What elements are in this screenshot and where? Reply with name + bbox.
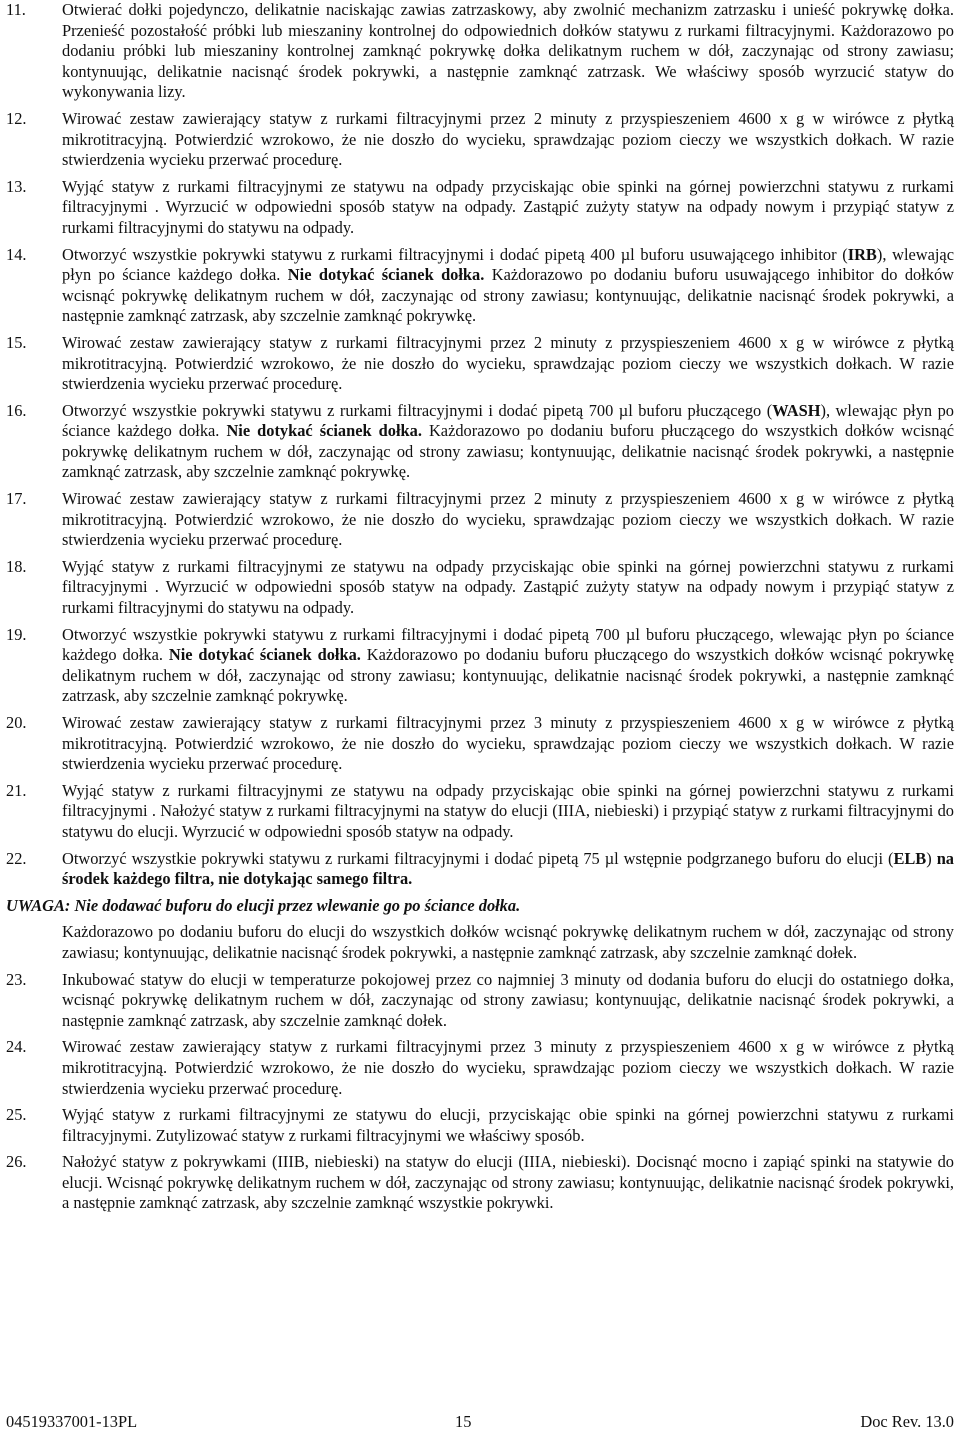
step-number: 16. — [6, 400, 27, 420]
procedure-step — [6, 1152, 954, 1214]
step-text-emphasis: WASH — [772, 400, 821, 420]
step-text-segment: Wyjąć statyw z rurkami filtracyjnymi ze statywu na odpady przyciskając obie spinki na górnej powierzchni statywu z rurkami filtracyjnymi . Wyrzucić w odpowiedni sposób statyw na odpady. Zastąpić zużyty statyw na odpady nowym i przypiąć statyw z rurkami filtracyjnymi do statywu na odpady. — [62, 176, 954, 237]
procedure-step — [6, 781, 954, 843]
step-text-segment: Otwierać dołki pojedynczo, delikatnie naciskając zawias zatrzaskowy, aby zwolnić mechanizm zatrzasku i unieść pokrywkę dołka. Przenieść pozostałość próbki lub mieszaniny kontrolnej do odpowiednich dołków statywu z rurkami filtracyjnymi. Każdorazowo po dodaniu próbki lub mieszaniny kontrolnej zamknąć pokrywkę dołka delikatnym ruchem w dół, zaczynając od strony zawiasu; kontynuując, delikatnie nacisnąć środek pokrywki, a następnie zamknąć zatrzask. We właściwy sposób wyrzucić statyw do wykonywania lizy. — [62, 0, 954, 102]
step-number: 14. — [6, 244, 27, 264]
procedure-step — [6, 401, 954, 483]
page-footer — [6, 1411, 954, 1433]
step-text — [62, 625, 954, 706]
procedure-steps — [6, 0, 954, 890]
procedure-step — [6, 713, 954, 775]
step-number: 12. — [6, 108, 27, 128]
step-number: 17. — [6, 489, 27, 509]
step-text-segment: Każdorazowo po dodaniu buforu płuczącego do wszystkich dołków wcisnąć pokrywkę delikatnym ruchem w dół, zaczynając od strony zawiasu; kontynuując, delikatnie nacisnąć środek pokrywki, a następnie zamknąć zatrzask, aby szczelnie zamknąć pokrywkę. — [62, 421, 955, 482]
step-text — [62, 489, 954, 549]
procedure-step — [6, 0, 954, 103]
page-number: 15 — [455, 1412, 472, 1431]
step-text-segment: ) — [926, 848, 937, 868]
step-text — [62, 109, 954, 169]
step-text — [62, 245, 954, 326]
step-text-emphasis: Nie dotykać ścianek dołka. — [226, 421, 422, 441]
step-number: 13. — [6, 176, 27, 196]
step-text-segment: Wirować zestaw zawierający statyw z rurkami filtracyjnymi przez 3 minuty z przyspieszeniem 4600 x g w wirówce z płytką mikrotitracyjną. Potwierdzić wzrokowo, że nie doszło do wycieku, sprawdzając poziom cieczy we wszystkich dołkach. W razie stwierdzenia wycieku przerwać procedurę. — [62, 1037, 954, 1098]
step-text-segment: Wyjąć statyw z rurkami filtracyjnymi ze statywu na odpady przyciskając obie spinki na górnej powierzchni statywu z rurkami filtracyjnymi . Wyrzucić w odpowiedni sposób statyw na odpady. Zastąpić zużyty statyw na odpady nowym i przypiąć statyw z rurkami filtracyjnymi do statywu na odpady. — [62, 556, 954, 618]
step-text-segment: Wyjąć statyw z rurkami filtracyjnymi ze statywu do elucji, przyciskając obie spinki na górnej powierzchni statywu z rurkami filtracyjnymi. Zutylizować statyw z rurkami filtracyjnymi we właściwy sposób. — [62, 1105, 954, 1145]
procedure-step — [6, 1105, 954, 1146]
note-warning: UWAGA: Nie dodawać buforu do elucji przez wlewanie go po ściance dołka. — [6, 895, 521, 915]
step-number: 24. — [6, 1037, 27, 1057]
step-text-segment: Wirować zestaw zawierający statyw z rurkami filtracyjnymi przez 3 minuty z przyspieszeniem 4600 x g w wirówce z płytką mikrotitracyjną. Potwierdzić wzrokowo, że nie doszło do wycieku, sprawdzając poziom cieczy we wszystkich dołkach. W razie stwierdzenia wycieku przerwać procedurę. — [62, 713, 954, 774]
step-text — [62, 1152, 954, 1212]
step-number: 19. — [6, 624, 27, 644]
step-text — [62, 557, 954, 617]
step-number: 11. — [6, 0, 26, 19]
step-text-segment: Otworzyć wszystkie pokrywki statywu z rurkami filtracyjnymi i dodać pipetą 700 µl buforu płuczącego ( — [62, 400, 773, 420]
step-text — [62, 849, 954, 889]
procedure-step — [6, 1037, 954, 1099]
step-number: 23. — [6, 969, 27, 989]
step-text-emphasis: Nie dotykać ścianek dołka. — [168, 645, 361, 665]
step-number: 22. — [6, 848, 27, 868]
step-text-segment: Otworzyć wszystkie pokrywki statywu z rurkami filtracyjnymi i dodać pipetą 400 µl buforu usuwającego inhibitor ( — [62, 244, 848, 264]
step-number: 18. — [6, 556, 27, 576]
step-text-segment: ), wlewając płyn po ściance każdego dołka. — [62, 400, 954, 441]
document-body — [6, 0, 954, 1220]
step-number: 15. — [6, 332, 27, 352]
step-number: 25. — [6, 1105, 27, 1125]
procedure-step — [6, 625, 954, 707]
step-text-emphasis: IRB — [847, 244, 877, 264]
step-text-segment: Każdorazowo po dodaniu buforu usuwającego inhibitor do dołków wcisnąć pokrywkę delikatnym ruchem w dół, zaczynając od strony zawiasu; kontynuując, delikatnie nacisnąć środek pokrywki, a następnie zamknąć zatrzask, aby szczelnie zamknąć pokrywkę. — [62, 265, 954, 326]
procedure-step — [6, 489, 954, 551]
procedure-step — [6, 333, 954, 395]
step-text-segment: Wyjąć statyw z rurkami filtracyjnymi ze statywu na odpady przyciskając obie spinki na górnej powierzchni statywu z rurkami filtracyjnymi . Nałożyć statyw z rurkami filtracyjnymi na statyw do elucji (IIIA, niebieski) i przypiąć statyw z rurkami filtracyjnymi do statywu do elucji. Wyrzucić w odpowiedni sposób statyw na odpady. — [62, 780, 954, 841]
step-number: 21. — [6, 780, 27, 800]
step-text-segment: ), wlewając płyn po ściance każdego dołka. — [62, 244, 954, 285]
step-text — [62, 713, 954, 773]
step-text-emphasis: ELB — [893, 848, 927, 868]
procedure-steps-continued — [6, 970, 954, 1215]
procedure-step — [6, 557, 954, 619]
step-text-segment: Wirować zestaw zawierający statyw z rurkami filtracyjnymi przez 2 minuty z przyspieszeniem 4600 x g w wirówce z płytką mikrotitracyjną. Potwierdzić wzrokowo, że nie doszło do wycieku, sprawdzając poziom cieczy we wszystkich dołkach. W razie stwierdzenia wycieku przerwać procedurę. — [62, 489, 954, 550]
step-text-segment: Otworzyć wszystkie pokrywki statywu z rurkami filtracyjnymi i dodać pipetą 700 µl buforu płuczącego, wlewając płyn po ściance każdego dołka. — [62, 624, 954, 665]
step-text-segment: Otworzyć wszystkie pokrywki statywu z rurkami filtracyjnymi i dodać pipetą 75 µl wstępnie podgrzanego buforu do elucji ( — [62, 848, 894, 868]
procedure-step — [6, 109, 954, 171]
step-text-segment: Każdorazowo po dodaniu buforu płuczącego do wszystkich dołków wcisnąć pokrywkę delikatnym ruchem w dół, zaczynając od strony zawiasu; kontynuując, delikatnie nacisnąć środek pokrywki, a następnie zamknąć zatrzask, aby szczelnie zamknąć pokrywkę. — [62, 645, 954, 706]
procedure-step — [6, 245, 954, 327]
step-text-emphasis: na środek każdego filtra, nie dotykając samego filtra. — [62, 848, 954, 889]
step-text — [62, 781, 954, 841]
step-text — [62, 333, 954, 393]
note-paragraph: Każdorazowo po dodaniu buforu do elucji do wszystkich dołków wcisnąć pokrywkę delikatnym ruchem w dół, zaczynając od strony zawiasu; kontynuując, delikatnie nacisnąć środek pokrywki, a następnie zamknąć zatrzask, aby szczelnie zamknąć dołek. — [62, 922, 954, 962]
step-text-segment: Nałożyć statyw z pokrywkami (IIIB, niebieski) na statyw do elucji (IIIA, niebieski). Docisnąć mocno i zapiąć spinki na statywie do elucji. Wcisnąć pokrywkę delikatnym ruchem w dół, zaczynając od strony zawiasu; kontynuując, delikatnie nacisnąć środek pokrywki, a następnie zamknąć zatrzask, aby szczelnie zamknąć wszystkie pokrywki. — [62, 1152, 954, 1213]
step-text — [62, 0, 954, 101]
procedure-step — [6, 970, 954, 1032]
procedure-step — [6, 177, 954, 239]
step-text-emphasis: Nie dotykać ścianek dołka. — [287, 265, 485, 285]
step-text — [62, 401, 954, 482]
step-text — [62, 970, 954, 1030]
step-text-segment: Wirować zestaw zawierający statyw z rurkami filtracyjnymi przez 2 minuty z przyspieszeniem 4600 x g w wirówce z płytką mikrotitracyjną. Potwierdzić wzrokowo, że nie doszło do wycieku, sprawdzając poziom cieczy we wszystkich dołkach. W razie stwierdzenia wycieku przerwać procedurę. — [62, 332, 954, 394]
step-number: 26. — [6, 1152, 27, 1172]
document-number: 04519337001-13PL — [6, 1412, 138, 1431]
step-text-segment: Wirować zestaw zawierający statyw z rurkami filtracyjnymi przez 2 minuty z przyspieszeniem 4600 x g w wirówce z płytką mikrotitracyjną. Potwierdzić wzrokowo, że nie doszło do wycieku, sprawdzając poziom cieczy we wszystkich dołkach. W razie stwierdzenia wycieku przerwać procedurę. — [62, 108, 954, 170]
procedure-step — [6, 849, 954, 890]
step-text — [62, 1105, 954, 1145]
step-text — [62, 177, 954, 237]
document-revision: Doc Rev. 13.0 — [860, 1412, 954, 1431]
step-number: 20. — [6, 713, 27, 732]
step-text — [62, 1037, 954, 1097]
step-text-segment: Inkubować statyw do elucji w temperaturze pokojowej przez co najmniej 3 minuty od dodania buforu do elucji do ostatniego dołka, wcisnąć pokrywkę delikatnym ruchem w dół, zaczynając od strony zawiasu; kontynuując, delikatnie nacisnąć środek pokrywki, a następnie zamknąć zatrzask, aby szczelnie zamknąć dołek. — [62, 969, 954, 1030]
